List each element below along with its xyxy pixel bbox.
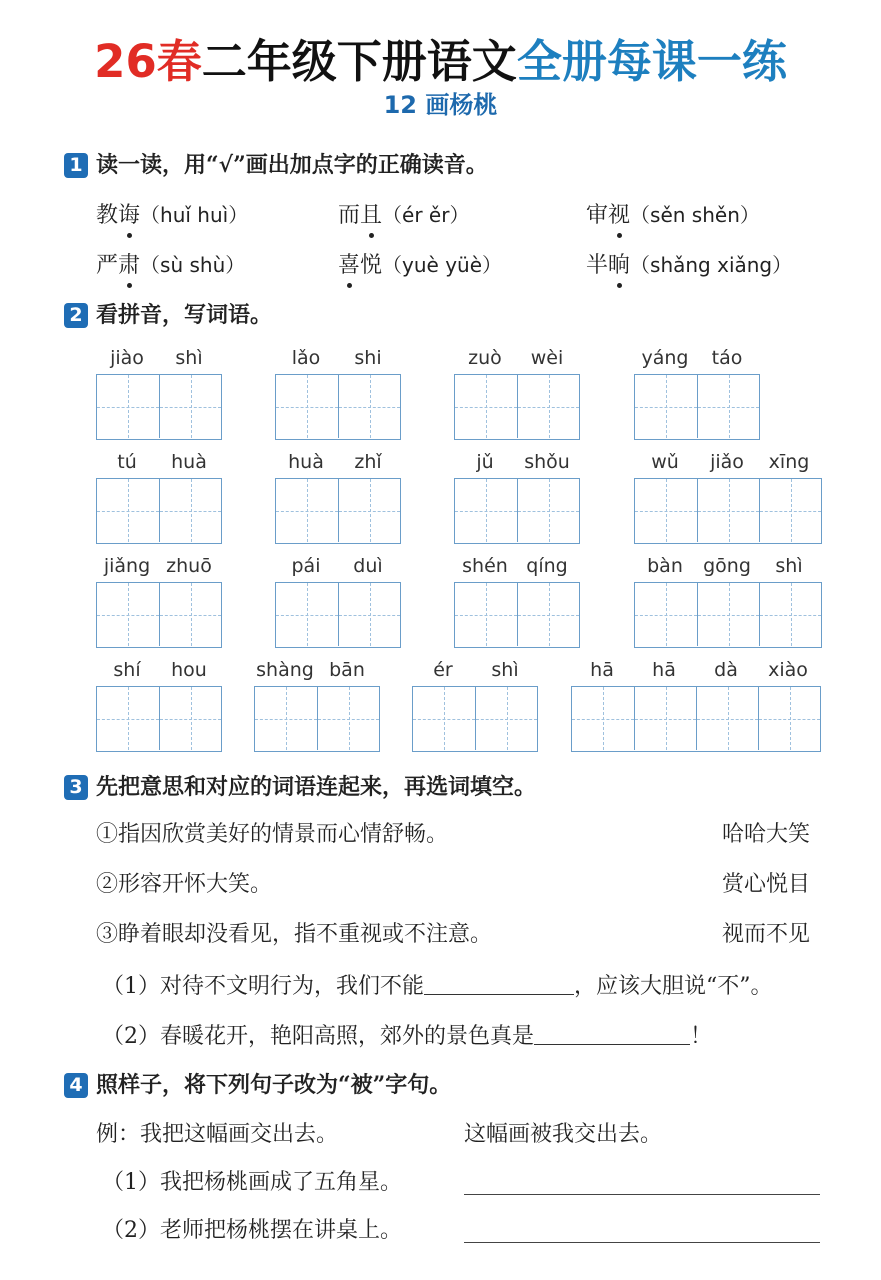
writing-cell[interactable]: [697, 583, 759, 646]
writing-cell[interactable]: [759, 583, 821, 646]
q1-item: [586, 250, 792, 281]
pinyin-label: gōng: [703, 555, 751, 577]
pinyin-label: duì: [353, 555, 383, 577]
writing-cell[interactable]: [338, 479, 400, 542]
writing-cell[interactable]: [338, 375, 400, 438]
pinyin-label: shí: [113, 659, 141, 681]
pinyin-label: yáng: [641, 347, 689, 369]
q3-meaning: ②形容开怀大笑。: [96, 872, 273, 897]
q1-prompt: 读一读，用“√”画出加点字的正确读音。: [96, 152, 488, 178]
q3-word[interactable]: 赏心悦目: [722, 872, 811, 897]
pinyin-label: zuò: [468, 347, 502, 369]
pinyin-box: [571, 658, 821, 752]
q3-word[interactable]: 视而不见: [722, 922, 811, 947]
writing-cell[interactable]: [572, 687, 634, 750]
pinyin-label: jiǎo: [710, 451, 744, 473]
q4-prompt: 照样子，将下列句子改为“被”字句。: [96, 1072, 452, 1098]
q4-heading: [64, 1070, 451, 1100]
q4-sentence-2: （2）老师把杨桃摆在讲桌上。: [102, 1218, 402, 1243]
q1-word-char: 严: [96, 253, 119, 278]
pinyin-label: hā: [590, 659, 614, 681]
pinyin-label: shì: [775, 555, 803, 577]
q4-example-rewritten: 这幅画被我交出去。: [464, 1122, 663, 1147]
pinyin-box: [634, 554, 822, 648]
q1-options[interactable]: （shǎng xiǎng）: [630, 253, 793, 277]
q1-dotted-char: 诲: [118, 201, 140, 231]
writing-cell[interactable]: [635, 375, 697, 438]
q3-fill1-part-b: ，应该大胆说“不”。: [574, 974, 773, 999]
q1-item: [338, 250, 502, 281]
pinyin-label: jiǎng: [103, 555, 151, 577]
q1-dotted-char: 晌: [608, 251, 630, 281]
pinyin-label: huà: [288, 451, 324, 473]
writing-cell[interactable]: [338, 583, 400, 646]
writing-cell[interactable]: [759, 479, 821, 542]
writing-cell[interactable]: [697, 479, 759, 542]
pinyin-label: dà: [714, 659, 738, 681]
q2-prompt: 看拼音，写词语。: [96, 302, 273, 328]
pinyin-label: zhǐ: [354, 451, 382, 473]
writing-cell[interactable]: [634, 687, 696, 750]
q1-heading: [64, 150, 488, 180]
writing-cell[interactable]: [276, 479, 338, 542]
pinyin-label: shén: [462, 555, 508, 577]
pinyin-box: [254, 658, 380, 752]
q3-number-badge: 3: [64, 775, 88, 800]
q1-options[interactable]: （sù shù）: [140, 253, 246, 277]
q1-item: [586, 200, 760, 231]
writing-cell[interactable]: [455, 375, 517, 438]
q3-fill2-part-a: （2）春暖花开，艳阳高照，郊外的景色真是: [102, 1024, 534, 1049]
title-grade: 二年级下册语文: [201, 35, 517, 88]
q2-heading: [64, 300, 272, 330]
q3-word[interactable]: 哈哈大笑: [722, 822, 811, 847]
q4-example-original: 例：我把这幅画交出去。: [96, 1122, 339, 1147]
q3-prompt: 先把意思和对应的词语连起来，再选词填空。: [96, 774, 537, 800]
q1-options[interactable]: （sěn shěn）: [630, 203, 760, 227]
pinyin-label: jǔ: [476, 451, 494, 473]
q1-dotted-char: 视: [608, 201, 630, 231]
pinyin-box: [634, 346, 760, 440]
q3-fill1-blank[interactable]: [424, 970, 574, 995]
q3-fill2-part-b: ！: [690, 1024, 713, 1049]
q3-fill2-blank[interactable]: [534, 1020, 690, 1045]
q1-options[interactable]: （yuè yüè）: [382, 253, 503, 277]
pinyin-box: [96, 658, 222, 752]
title-series: 全册每课一练: [516, 35, 787, 88]
pinyin-label: hā: [652, 659, 676, 681]
pinyin-label: shì: [491, 659, 519, 681]
writing-cell[interactable]: [517, 479, 579, 542]
q1-item: [96, 200, 248, 231]
q1-word-char: 悦: [360, 253, 383, 278]
pinyin-box: [412, 658, 538, 752]
writing-cell[interactable]: [97, 687, 159, 750]
title-season: 26春: [94, 35, 202, 88]
writing-cell[interactable]: [697, 375, 759, 438]
writing-cell[interactable]: [159, 375, 221, 438]
writing-cell[interactable]: [276, 375, 338, 438]
pinyin-box: [634, 450, 822, 544]
writing-cell[interactable]: [455, 583, 517, 646]
writing-cell[interactable]: [413, 687, 475, 750]
writing-cell[interactable]: [455, 479, 517, 542]
pinyin-label: tú: [117, 451, 137, 473]
pinyin-label: bān: [329, 659, 365, 681]
writing-cell[interactable]: [159, 583, 221, 646]
q1-dotted-char: 且: [360, 201, 382, 231]
q2-number-badge: 2: [64, 303, 88, 328]
pinyin-label: shǒu: [524, 451, 570, 473]
pinyin-label: xiào: [768, 659, 808, 681]
q1-item: [338, 200, 469, 231]
q3-heading: [64, 772, 536, 802]
q1-options[interactable]: （ér ěr）: [382, 203, 470, 227]
pinyin-box: [96, 450, 222, 544]
pinyin-label: hou: [171, 659, 207, 681]
writing-cell[interactable]: [635, 479, 697, 542]
q1-word-char: 而: [338, 203, 361, 228]
q3-fill-sentence-1: [102, 970, 773, 1002]
q4-answer-line-2[interactable]: [464, 1240, 820, 1243]
q3-fill-sentence-2: [102, 1020, 712, 1052]
pinyin-label: wèi: [530, 347, 564, 369]
writing-cell[interactable]: [97, 375, 159, 438]
pinyin-label: huà: [171, 451, 207, 473]
pinyin-box: [454, 450, 580, 544]
q1-item: [96, 250, 245, 281]
q1-word-char: 审: [586, 203, 609, 228]
pinyin-label: ér: [433, 659, 453, 681]
writing-cell[interactable]: [635, 583, 697, 646]
q1-options[interactable]: （huǐ huì）: [140, 203, 249, 227]
writing-cell[interactable]: [517, 583, 579, 646]
pinyin-box: [275, 450, 401, 544]
q1-number-badge: 1: [64, 153, 88, 178]
pinyin-label: pái: [291, 555, 321, 577]
pinyin-box: [96, 554, 222, 648]
pinyin-box: [275, 554, 401, 648]
q4-answer-line-1[interactable]: [464, 1192, 820, 1195]
writing-cell[interactable]: [255, 687, 317, 750]
writing-cell[interactable]: [159, 687, 221, 750]
q3-meaning: ①指因欣赏美好的情景而心情舒畅。: [96, 822, 449, 847]
pinyin-label: jiào: [110, 347, 144, 369]
pinyin-label: bàn: [647, 555, 683, 577]
q3-fill1-part-a: （1）对待不文明行为，我们不能: [102, 974, 424, 999]
writing-cell[interactable]: [159, 479, 221, 542]
worksheet-title: [0, 34, 881, 90]
q1-word-char: 半: [586, 253, 609, 278]
pinyin-box: [454, 346, 580, 440]
q4-number-badge: 4: [64, 1073, 88, 1098]
pinyin-label: táo: [711, 347, 743, 369]
pinyin-label: wǔ: [651, 451, 679, 473]
pinyin-box: [275, 346, 401, 440]
q4-sentence-1: （1）我把杨桃画成了五角星。: [102, 1170, 402, 1195]
q1-dotted-char: 喜: [338, 251, 360, 281]
pinyin-label: qíng: [526, 555, 568, 577]
writing-cell[interactable]: [97, 479, 159, 542]
writing-cell[interactable]: [97, 583, 159, 646]
q1-word-char: 教: [96, 203, 119, 228]
pinyin-label: shì: [175, 347, 203, 369]
pinyin-label: lǎo: [291, 347, 321, 369]
pinyin-box: [454, 554, 580, 648]
pinyin-label: shàng: [256, 659, 314, 681]
lesson-title: 12 画杨桃: [383, 91, 498, 119]
q3-meaning: ③睁着眼却没看见，指不重视或不注意。: [96, 922, 493, 947]
pinyin-label: zhuō: [166, 555, 212, 577]
writing-cell[interactable]: [475, 687, 537, 750]
writing-cell[interactable]: [696, 687, 758, 750]
pinyin-label: shi: [354, 347, 382, 369]
pinyin-box: [96, 346, 222, 440]
writing-cell[interactable]: [517, 375, 579, 438]
q1-dotted-char: 肃: [118, 251, 140, 281]
writing-cell[interactable]: [758, 687, 820, 750]
writing-cell[interactable]: [276, 583, 338, 646]
pinyin-label: xīng: [768, 451, 810, 473]
writing-cell[interactable]: [317, 687, 379, 750]
